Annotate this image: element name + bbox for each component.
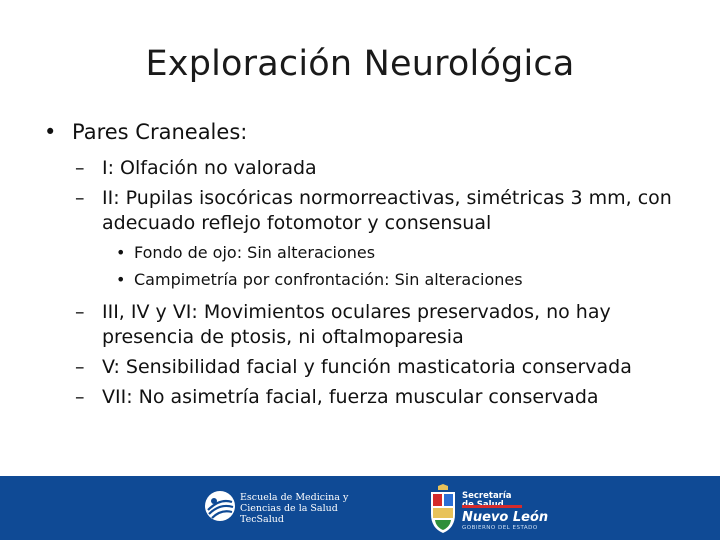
footer-bar <box>0 476 720 540</box>
item-pupilas <box>44 186 694 236</box>
item-text: III, IV y VI: Movimientos oculares preservados, no hay presencia de ptosis, ni oftalmoparesia <box>102 301 611 348</box>
item-asimetria-facial <box>44 385 694 410</box>
gobierno-text: GOBIERNO DEL ESTADO <box>462 525 538 531</box>
item-olfacion <box>44 156 694 181</box>
item-text: II: Pupilas isocóricas normorreactivas, simétricas 3 mm, con adecuado reflejo fotomotor y consensual <box>102 187 672 234</box>
sublist-pupilas <box>44 242 694 290</box>
bullet-text: Pares Craneales: <box>72 120 248 144</box>
subitem-campimetria <box>44 269 694 290</box>
secretaria-de-salud: Secretaría <box>462 491 512 501</box>
state-crest-icon <box>428 484 458 534</box>
dash-marker: – <box>75 386 85 408</box>
tecsalud-logo <box>204 488 354 532</box>
slide-content <box>44 118 694 415</box>
bullet-marker: • <box>44 120 57 144</box>
subitem-text: Fondo de ojo: Sin alteraciones <box>134 243 376 262</box>
item-text: V: Sensibilidad facial y función masticatoria conservada <box>102 356 632 378</box>
bullet-pares-craneales <box>44 118 694 146</box>
dash-marker: – <box>75 356 85 378</box>
subitem-text: Campimetría por confrontación: Sin alteraciones <box>134 270 523 289</box>
dash-marker: – <box>75 187 85 209</box>
slide-title: Exploración Neurológica <box>145 44 575 84</box>
logo-divider <box>462 505 522 508</box>
nuevo-leon-text: Nuevo León <box>462 510 549 525</box>
dash-marker: – <box>75 157 85 179</box>
tec-globe-logo-icon <box>204 490 236 522</box>
item-sensibilidad-facial <box>44 355 694 380</box>
subitem-fondo-de-ojo <box>44 242 694 263</box>
item-movimientos-oculares <box>44 300 694 350</box>
item-text: I: Olfación no valorada <box>102 157 317 179</box>
item-text: VII: No asimetría facial, fuerza muscular conservada <box>102 386 599 408</box>
nuevo-leon-logo <box>428 484 568 536</box>
school-name: Escuela de Medicina y Ciencias de la Salud TecSalud <box>240 492 349 525</box>
bullet-marker: • <box>116 243 126 262</box>
bullet-marker: • <box>116 270 126 289</box>
dash-marker: – <box>75 301 85 323</box>
